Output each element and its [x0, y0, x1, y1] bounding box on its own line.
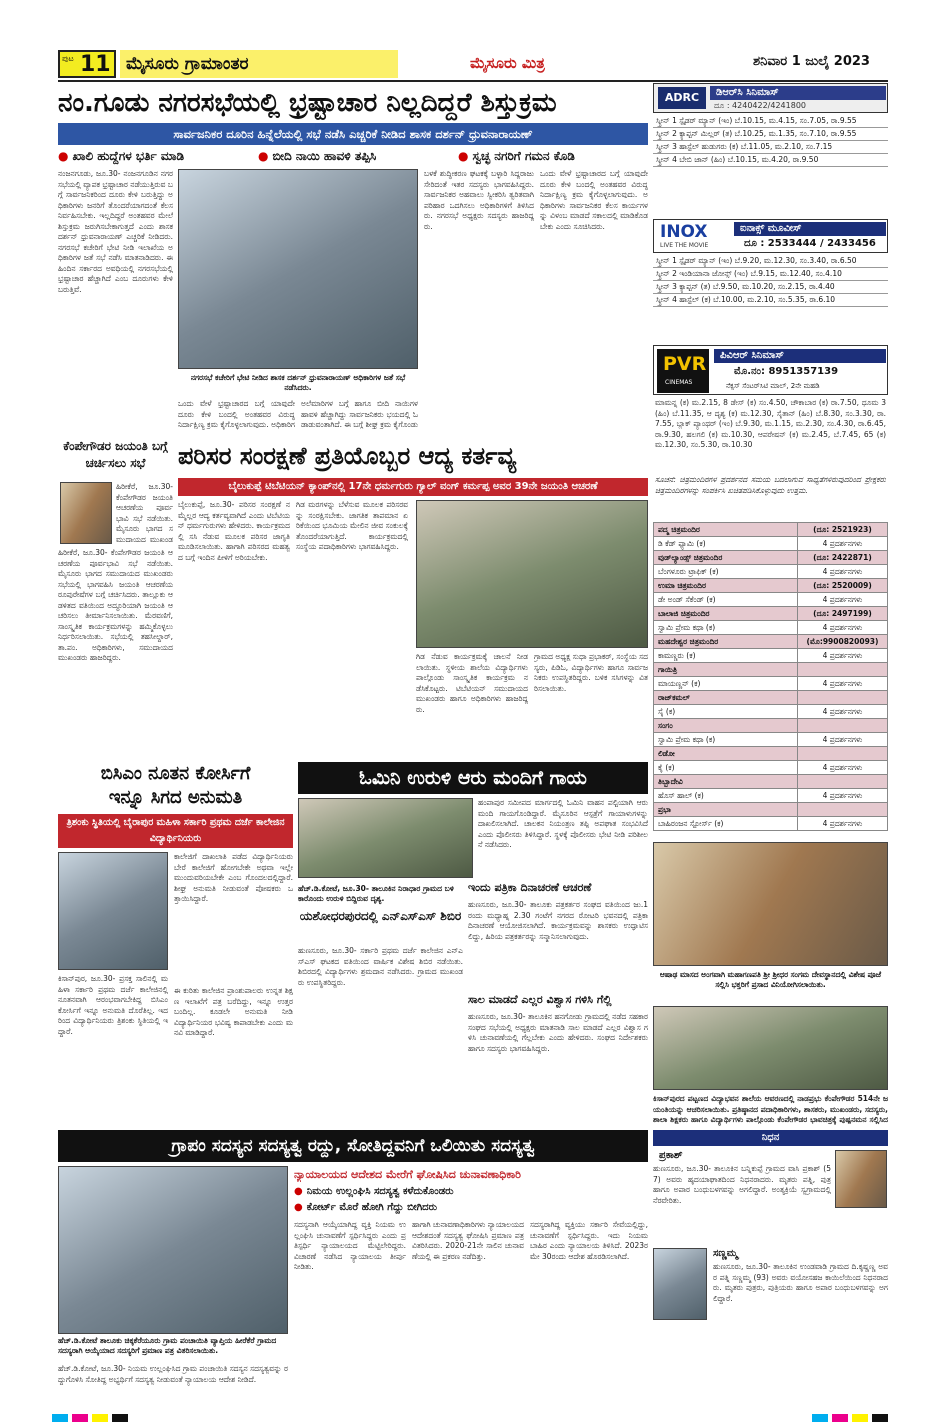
pvr-name: ಪಿವಿಆರ್ ಸಿನಿಮಾಸ್: [714, 349, 886, 363]
obituary-section: [653, 1130, 888, 1410]
obituary-body-2: ಹುಣಸೂರು, ಜೂ.30- ತಾಲೂಕಿನ ಉಂಡವಾಡಿ ಗ್ರಾಮದ ದಿ.ಕೃಷ್ಣಣ್ಣ ಅವರ ಪತ್ನಿ ಸಣ್ಣಮ್ಮ (93) ಅವರು ವಯೋಸಹಜ ಕಾಯಿಲೆಯಿಂದ ನಿಧನರಾದರು. ಮೃತರು ಪುತ್ರರು, ಪುತ್ರಿಯರು ಹಾಗೂ ಅಪಾರ ಬಂಧುಬಳಗವನ್ನು ಅಗಲಿದ್ದಾರೆ.: [713, 1262, 888, 1303]
theatre-name: ಮಹದೇಶ್ವರ ಚಿತ್ರಮಂದಿರ: [658, 637, 719, 646]
obituary-portrait-1: [835, 1150, 887, 1208]
pvr-logo-box: [657, 349, 709, 393]
kempegowda-body-cont: ಹಿರೀಕೆರೆ, ಜೂ.30- ಕೆಂಪೇಗೌಡರ ಜಯಂತಿ ಆಚರಣೆಯ ಪೂರ್ವಭಾವಿ ಸಭೆ ನಡೆಯಿತು. ಮೈಸೂರು ಭಾಗದ ಸಮುದಾಯದ ಮುಖಂಡರು ಸಭೆಯಲ್ಲಿ ಭಾಗವಹಿಸಿ ಜಯಂತಿ ಆಚರಣೆಯ ರೂಪುರೇಷೆಗಳ ಬಗ್ಗೆ ಚರ್ಚಿಸಿದರು. ತಾಲ್ಲೂಕು ಆಡಳಿತದ ವತಿಯಿಂದ ಅದ್ಧೂರಿಯಾಗಿ ಜಯಂತಿ ಆಚರಿಸಲು ತೀರ್ಮಾನಿಸಲಾಯಿತು. ಮೆರವಣಿಗೆ, ಸಾಂಸ್ಕೃತಿಕ ಕಾರ್ಯಕ್ರಮಗಳನ್ನು ಹಮ್ಮಿಕೊಳ್ಳಲು ನಿರ್ಧರಿಸಲಾಯಿತು. ಸಭೆಯಲ್ಲಿ ತಹಸೀಲ್ದಾರ್, ತಾ.ಪಂ. ಅಧಿಕಾರಿಗಳು, ಸಮುದಾಯದ ಮುಖಂಡರು ಹಾಜರಿದ್ದರು.: [58, 548, 173, 662]
theatre-info: [797, 719, 887, 732]
registration-mark: [92, 1414, 108, 1422]
drc-name: ಡಿಆರ್‌ಸಿ ಸಿನಿಮಾಸ್: [710, 86, 886, 100]
gram-body-2: ಸದಸ್ಯನಾಗಿ ಆಯ್ಕೆಯಾಗಿದ್ದ ವ್ಯಕ್ತಿ ನಿಯಮ ಉಲ್ಲಂಘಿಸಿ ಚುನಾವಣೆಗೆ ಸ್ಪರ್ಧಿಸಿದ್ದರು ಎಂದು ಪ್ರತಿಸ್ಪರ್ಧಿ ನ್ಯಾಯಾಲಯದ ಮೆಟ್ಟಿಲೇರಿದ್ದರು. ವಿಚಾರಣೆ ನಡೆಸಿದ ನ್ಯಾಯಾಲಯ ತೀರ್ಪು ನೀಡಿತು.: [294, 1220, 406, 1271]
theatre-info: (ದೂ: 2520009): [797, 579, 887, 592]
yashodhara-story: [298, 908, 463, 1126]
theatre-name: ಪ್ರಭಾ: [658, 805, 671, 814]
gram-body-4: ಸದಸ್ಯರಾಗಿದ್ದ ವ್ಯಕ್ತಿಯು ಸರ್ಕಾರಿ ಸೇವೆಯಲ್ಲಿದ್ದು, ಚುನಾವಣೆಗೆ ಸ್ಪರ್ಧಿಸಿದ್ದರು. ಇದು ನಿಯಮ ಬಾಹಿರ ಎಂದು ನ್ಯಾಯಾಲಯ ತಿಳಿಸಿದೆ. 2023ರ ಮೇ 30ರಂದು ಆದೇಶ ಹೊರಡಿಸಲಾಗಿದೆ.: [530, 1220, 648, 1261]
registration-mark: [812, 1414, 828, 1422]
lead-headline: ನಂ.ಗೂಡು ನಗರಸಭೆಯಲ್ಲಿ ಭ್ರಷ್ಟಾಚಾರ ನಿಲ್ಲದಿದ್ದರೆ ಶಿಸ್ತುಕ್ರಮ: [58, 88, 557, 118]
theatre-row: [654, 775, 887, 789]
theatre-row: [654, 523, 887, 537]
theatre-name: ತಿಬ್ಬಾದೇವಿ: [658, 777, 683, 786]
lead-body-col4: ಬಳಕೆ ಶುದ್ಧೀಕರಣ ಘಟಕಕ್ಕೆ ಬಳ್ಳಾರಿ ಸಿದ್ದರಾಜು ಸೇರಿದಂತೆ ಇತರ ಸದಸ್ಯರು ಭಾಗವಹಿಸಿದ್ದರು. ಸಾರ್ವಜನಿಕರ ಅಹವಾಲು ಸ್ವೀಕರಿಸಿ ತ್ವರಿತವಾಗಿ ಪರಿಹಾರ ಒದಗಿಸಲು ಅಧಿಕಾರಿಗಳಿಗೆ ತಿಳಿಸಿದರು. ನಗರಸಭೆ ಅಧ್ಯಕ್ಷರು ಸದಸ್ಯರು ಹಾಜರಿದ್ದರು.: [424, 169, 534, 231]
environment-subhead: ಬೈಲುಕುಪ್ಪೆ ಟಿಬೆಟಿಯನ್ ಕ್ಯಾಂಪ್‌ನಲ್ಲಿ 17ನೇ ಧರ್ಮಗುರು ಗ್ಯಾಲ್ ವಂಗ್ ಕರ್ಮಪ್ಪ ಅವರ 39ನೇ ಜಯಂತಿ ಆಚರಣೆ: [178, 478, 648, 496]
inox-name: ಐನಾಕ್ಸ್ ಮೂವೀಸ್: [734, 222, 886, 236]
bcm-body-1: ಕಿಸಾನ್‌ಪುರ, ಜೂ.30- ಪ್ರಸಕ್ತ ಸಾಲಿನಲ್ಲಿ ಮಹಿಳಾ ಸರ್ಕಾರಿ ಪ್ರಥಮ ದರ್ಜೆ ಕಾಲೇಜಿನಲ್ಲಿ ನೂತನವಾಗಿ ಆರಂಭವಾಗಬೇಕಿದ್ದ ಬಿಸಿಎಂ ಕೋರ್ಸಿಗೆ ಇನ್ನೂ ಅನುಮತಿ ದೊರೆತಿಲ್ಲ. ಇದರಿಂದ ವಿದ್ಯಾರ್ಥಿನಿಯರು ತ್ರಿಶಂಕು ಸ್ಥಿತಿಯಲ್ಲಿ ಇದ್ದಾರೆ.: [58, 974, 168, 1036]
gram-story: [58, 1130, 648, 1410]
pvr-sub: CINEMAS: [665, 379, 693, 386]
theatre-name: ಡಿ ಕೆಡ್ ಫ್ಯಾಮಿ (ಕ): [658, 539, 706, 548]
theatre-row: [654, 789, 887, 803]
lead-bullet-1-text: ● ಖಾಲಿ ಹುದ್ದೆಗಳ ಭರ್ತಿ ಮಾಡಿ: [58, 149, 184, 163]
yashodhara-body: ಹುಣಸೂರು, ಜೂ.30- ಸರ್ಕಾರಿ ಪ್ರಥಮ ದರ್ಜೆ ಕಾಲೇಜಿನ ಎನ್‌ಎಸ್‌ಎಸ್ ಘಟಕದ ವತಿಯಿಂದ ವಾರ್ಷಿಕ ವಿಶೇಷ ಶಿಬಿರ ನಡೆಯಿತು. ಶಿಬಿರದಲ್ಲಿ ವಿದ್ಯಾರ್ಥಿಗಳು ಶ್ರಮದಾನ ನಡೆಸಿದರು. ಗ್ರಾಮದ ಮುಖಂಡರು ಉಪಸ್ಥಿತರಿದ್ದರು.: [298, 946, 463, 987]
bcm-college-photo: [58, 852, 168, 970]
bcm-headline-2: ಇನ್ನೂ ಸಿಗದ ಅನುಮತಿ: [108, 787, 243, 808]
patrika-story: [468, 880, 648, 990]
theatre-row: [654, 607, 887, 621]
drc-header: [653, 83, 888, 113]
drc-phone: ದೂ : 4240422/4241800: [714, 101, 807, 110]
lead-bullet-3: [458, 149, 648, 164]
cinema-listings: [653, 83, 888, 513]
cinema-notice: ಸೂಚನೆ: ಚಿತ್ರಮಂದಿರಗಳ ಪ್ರದರ್ಶನದ ಸಮಯ ಬದಲಾಗುವ ಸಾಧ್ಯತೆಗಳಿರುವುದರಿಂದ ಪ್ರೇಕ್ಷಕರು ಚಿತ್ರಮಂದಿರಗಳನ್ನು ಸಂಪರ್ಕಿಸಿ ಖಚಿತಪಡಿಸಿಕೊಳ್ಳುವುದು ಉತ್ತಮ.: [655, 475, 886, 495]
theatre-name: ಸ್ವಾಮಿ ಪ್ರೇಮ ಕಥಾ (ಕ): [658, 735, 716, 744]
pvr-address: ನೆಕ್ಸಸ್ ಸೆಂಟರ್‌ಸಿಟಿ ಮಾಲ್, 2ನೇ ಮಹಡಿ: [726, 382, 820, 390]
kempegowda-jayanti-caption: ಕಿಸಾನ್‌ಪುರದ ಪಟ್ಟಣದ ವಿದ್ಯಾಭವನ ಶಾಲೆಯ ಆವರಣದಲ್ಲಿ ನಾಡಪ್ರಭು ಕೆಂಪೇಗೌಡರ 514ನೇ ಜಯಂತಿಯನ್ನು ಆಚರಿಸಲಾಯಿತು. ಪ್ರತಿಷ್ಠಾನದ ಪದಾಧಿಕಾರಿಗಳು, ಶಾಸಕರು, ಮುಖಂಡರು, ಸದಸ್ಯರು, ಶಾಲಾ ಶಿಕ್ಷಕರು ಹಾಗೂ ವಿದ್ಯಾರ್ಥಿಗಳು ಪಾಲ್ಗೊಂಡು ಕೆಂಪೇಗೌಡರ ಭಾವಚಿತ್ರಕ್ಕೆ ಪುಷ್ಪನಮನ ಸಲ್ಲಿಸಿದ: [653, 1094, 888, 1124]
theatre-info: [797, 747, 887, 760]
pvr-showtimes: ಮಾಮನ್ನ (ಕ) ಮ.2.15, 8 ಡೇಸ್ (ಕ) ಸಂ.4.50, ಚೌಕಾಬಾರ (ಕ) ರಾ.7.50, ಧೂಮ 3 (ಹಿಂ) ಬೆ.11.35, ಆ ದೃಶ್ಯ (ಕ) ಮ.12.30, ಸೈತಾನ್ (ಹಿಂ) ಬೆ.8.30, ಸಂ.3.30, ರಾ.7.55, ಬ್ಲಾಕ್ ಪ್ಯಾಂಥರ್ (ಇಂ) ಬೆ.9.30, ಮ.1.15, ಮ.2.30, ಸಂ.4.30, ರಾ.6.45, ರಾ.9.30, ಹಲಗಲಿ (ಕ) ಮ.10.30, ಆಪರೇಷನ್ (ಕ) ಮ.2.45, ಬೆ.7.45, 65 (ಕ) ಮ.12.30, ಸಂ.5.30, ರಾ.10.30: [655, 398, 886, 449]
theatre-name: ಮಾಯಣ್ಣನ್ (ಕ): [658, 679, 701, 688]
gram-caption: ಹೆಚ್.ಡಿ.ಕೋಟೆ ತಾಲೂಕು ಚಿಕ್ಕಕೆರೆಯೂರು ಗ್ರಾಮ ಪಂಚಾಯಿತಿ ವ್ಯಾಪ್ತಿಯ ಹೀರೆಕೆರೆ ಗ್ರಾಮದ ಸದಸ್ಯರಾಗಿ ಆಯ್ಕೆಯಾದ ಸದಸ್ಯರಿಗೆ ಪ್ರಮಾಣ ಪತ್ರ ವಿತರಿಸಲಾಯಿತು.: [58, 1336, 277, 1355]
theatre-row: [654, 565, 887, 579]
kempegowda-jayanti-photo: [653, 1006, 888, 1090]
theatre-info: 4 ಪ್ರದರ್ಶನಗಳು: [797, 649, 887, 662]
environment-body-4: ಗ್ರಾಮದ ಅಧ್ಯಕ್ಷ ಸುಧಾ ಪ್ರಭಾಕರ್, ಸಂಸ್ಥೆಯ ಸದಸ್ಯರು, ಪಿಡಿಓ, ವಿದ್ಯಾರ್ಥಿಗಳು ಹಾಗೂ ಸಾರ್ವಜನಿಕರು ಉಪಸ್ಥಿತರಿದ್ದರು. ಬಳಿಕ ಸಸಿಗಳನ್ನು ವಿತರಿಸಲಾಯಿತು.: [534, 652, 648, 693]
bcm-body-2: ಕಾಲೇಜಿಗೆ ದಾಖಲಾತಿ ಪಡೆದ ವಿದ್ಯಾರ್ಥಿನಿಯರು ಬೇರೆ ಕಾಲೇಜಿಗೆ ಹೋಗಬೇಕೇ ಅಥವಾ ಇಲ್ಲೇ ಮುಂದುವರಿಯಬೇಕೇ ಎಂಬ ಗೊಂದಲದಲ್ಲಿದ್ದಾರೆ. ಶೀಘ್ರ ಅನುಮತಿ ನೀಡುವಂತೆ ಪೋಷಕರು ಒತ್ತಾಯಿಸಿದ್ದಾರೆ.: [174, 852, 293, 903]
temple-caption: ಆಷಾಢ ಮಾಸದ ಅಂಗವಾಗಿ ಮಹಾಗಣಪತಿ ಶ್ರೀ ಶ್ರೀಧರ ಸಂಗಮ ದೇವಸ್ಥಾನದಲ್ಲಿ ವಿಶೇಷ ಪೂಜೆ ಸಲ್ಲಿಸಿ ಭಕ್ತರಿಗೆ ಪ್ರಸಾದ ವಿನಿಯೋಗಿಸಲಾಯಿತು.: [659, 970, 882, 989]
theatre-row: [654, 747, 887, 761]
drc-row-4: ಸ್ಕ್ರೀನ್ 4 ಬೇಬಿ ಜಾನ್ (ಹಿಂ) ಬೆ.10.15, ಮ.4.20, ರಾ.9.50: [653, 154, 888, 167]
theatre-info: (ದೂ: 2497199): [797, 607, 887, 620]
header-rule: [58, 80, 888, 82]
theatre-row: [654, 705, 887, 719]
inox-tagline: LIVE THE MOVIE: [660, 242, 709, 249]
lead-photo-caption: ನಗರಸಭೆ ಕಚೇರಿಗೆ ಭೇಟಿ ನೀಡಿದ ಶಾಸಕ ದರ್ಶನ್ ಧ್ರುವನಾರಾಯಣ್ ಅಧಿಕಾರಿಗಳ ಜತೆ ಸಭೆ ನಡೆಸಿದರು.: [190, 373, 406, 392]
environment-story: [178, 438, 648, 758]
date-line: ಶನಿವಾರ 1 ಜುಲೈ 2023: [753, 54, 870, 69]
theatre-name: ಸಂಗಂ: [658, 721, 673, 730]
theatre-row: [654, 593, 887, 607]
registration-mark: [832, 1414, 848, 1422]
theatre-name: ಬಾಲಾಜಿ ಚಿತ್ರಮಂದಿರ: [658, 609, 710, 618]
omni-story: [298, 762, 648, 882]
theatre-row: [654, 537, 887, 551]
pvr-phone: ಮೊ.ನಂ: 8951357139: [734, 366, 839, 377]
theatre-info: [797, 663, 887, 676]
obituary-portrait-2: [653, 1248, 707, 1320]
theatre-info: (ದೂ: 2422871): [797, 551, 887, 564]
drc-row-2: ಸ್ಕ್ರೀನ್ 2 ಕ್ಯಾಪ್ಟನ್ ಮಿಲ್ಲರ್ (ತ) ಬೆ.10.25, ಮ.1.35, ಸಂ.7.10, ರಾ.9.55: [653, 128, 888, 141]
environment-headline: ಪರಿಸರ ಸಂರಕ್ಷಣೆ ಪ್ರತಿಯೊಬ್ಬರ ಆದ್ಯ ಕರ್ತವ್ಯ: [178, 442, 517, 470]
lead-story: [58, 83, 648, 433]
theatre-row: [654, 621, 887, 635]
gram-body-1: ಹೆಚ್.ಡಿ.ಕೋಟೆ, ಜೂ.30- ನಿಯಮ ಉಲ್ಲಂಘಿಸಿದ ಗ್ರಾಮ ಪಂಚಾಯಿತಿ ಸದಸ್ಯನ ಸದಸ್ಯತ್ವವನ್ನು ರದ್ದುಗೊಳಿಸಿ ಸೋತಿದ್ದ ಅಭ್ಯರ್ಥಿಗೆ ಸದಸ್ಯತ್ವ ನೀಡುವಂತೆ ನ್ಯಾಯಾಲಯ ಆದೇಶ ನೀಡಿದೆ.: [58, 1364, 288, 1384]
theatre-info: 4 ಪ್ರದರ್ಶನಗಳು: [797, 593, 887, 606]
theatre-row: [654, 733, 887, 747]
kempegowda-story: [58, 438, 173, 758]
omni-accident-photo: [298, 798, 473, 878]
lead-body-col3: ಅಲೆಮಾರಿಗಳ ಬಗ್ಗೆ ಹಾಗೂ ಬೀದಿ ನಾಯಿಗಳ ಹಾವಳಿ ಹೆಚ್ಚಾಗಿದ್ದು ಸಾರ್ವಜನಿಕರು ಭಯದಲ್ಲಿ ಓಡಾಡುವಂತಾಗಿದೆ. ಈ ಬಗ್ಗೆ ಶೀಘ್ರ ಕ್ರಮ ಕೈಗೊಂಡು: [301, 399, 418, 429]
theatre-info: [797, 775, 887, 788]
theatre-info: (ಮೊ:9900820093): [797, 635, 887, 648]
theatre-name: ಹೊಸ್ ಹಾಲ್ (ಕ): [658, 791, 704, 800]
registration-mark: [852, 1414, 868, 1422]
lead-bullet-1: [58, 149, 258, 164]
theatre-info: [797, 691, 887, 704]
kempegowda-body: ಹಿರೀಕೆರೆ, ಜೂ.30- ಕೆಂಪೇಗೌಡರ ಜಯಂತಿ ಆಚರಣೆಯ ಪೂರ್ವಭಾವಿ ಸಭೆ ನಡೆಯಿತು. ಮೈಸೂರು ಭಾಗದ ಸಮುದಾಯದ ಮುಖಂಡ: [116, 482, 173, 544]
environment-body-1: ಬೈಲುಕುಪ್ಪೆ, ಜೂ.30- ಪರಿಸರ ಸಂರಕ್ಷಣೆ ನಮ್ಮೆಲ್ಲರ ಆದ್ಯ ಕರ್ತವ್ಯವಾಗಿದೆ ಎಂದು ಟಿಬೆಟಿಯನ್ ಧರ್ಮಗುರುಗಳು ಹೇಳಿದರು. ಕಾರ್ಯಕ್ರಮದಲ್ಲಿ ಸಸಿ ನೆಡುವ ಮೂಲಕ ಪರಿಸರ ಜಾಗೃತಿ ಮೂಡಿಸಲಾಯಿತು. ಹಾಗಾಗಿ ಪರಿಸರದ ಮಹತ್ವದ ಬಗ್ಗೆ ಇಂದಿನ ಪೀಳಿಗೆ ಅರಿಯಬೇಕು.: [178, 500, 290, 562]
lead-bullet-2: [258, 149, 458, 164]
inox-logo: INOX: [660, 222, 708, 242]
bcm-body-3: ಈ ಕುರಿತು ಕಾಲೇಜಿನ ಪ್ರಾಂಶುಪಾಲರು ಉನ್ನತ ಶಿಕ್ಷಣ ಇಲಾಖೆಗೆ ಪತ್ರ ಬರೆದಿದ್ದು, ಇನ್ನೂ ಉತ್ತರ ಬಂದಿಲ್ಲ. ಕೂಡಲೇ ಅನುಮತಿ ನೀಡಿ ವಿದ್ಯಾರ್ಥಿನಿಯರ ಭವಿಷ್ಯ ಕಾಪಾಡಬೇಕು ಎಂದು ಮನವಿ ಮಾಡಿದ್ದಾರೆ.: [174, 986, 293, 1037]
page-number: 11: [80, 52, 111, 77]
inox-row-2: ಸ್ಕ್ರೀನ್ 2 ಇಂಡಿಯಾನಾ ಜೋನ್ಸ್ (ಇಂ) ಬೆ.9.15, ಮ.12.40, ಸಂ.4.10: [653, 268, 888, 281]
gram-bullet-2: [294, 1202, 648, 1213]
registration-mark: [72, 1414, 88, 1422]
registration-mark: [52, 1414, 68, 1422]
theatre-name: ಗಾಯಿತ್ರಿ: [658, 665, 678, 674]
obituary-name-1: ಪ್ರಕಾಶ್: [659, 1150, 683, 1161]
section-title: ಮೈಸೂರು ಗ್ರಾಮಾಂತರ: [120, 50, 398, 78]
theatre-name: ರಾಜ್‌ಕಮಲ್: [658, 693, 690, 702]
environment-body-3: ಗಿಡ ನೆಡುವ ಕಾರ್ಯಕ್ರಮಕ್ಕೆ ಚಾಲನೆ ನೀಡಲಾಯಿತು. ಸ್ಥಳೀಯ ಶಾಲೆಯ ವಿದ್ಯಾರ್ಥಿಗಳು ಪಾಲ್ಗೊಂಡು ಸಾಂಸ್ಕೃತಿಕ ಕಾರ್ಯಕ್ರಮ ನಡೆಸಿಕೊಟ್ಟರು. ಟಿಬೆಟಿಯನ್ ಸಮುದಾಯದ ಮುಖಂಡರು ಹಾಗೂ ಅಧಿಕಾರಿಗಳು ಹಾಜರಿದ್ದರು.: [416, 652, 528, 714]
theatre-info: 4 ಪ್ರದರ್ಶನಗಳು: [797, 817, 887, 830]
theatre-info: 4 ಪ್ರದರ್ಶನಗಳು: [797, 705, 887, 718]
lead-subhead: ಸಾರ್ವಜನಿಕರ ದೂರಿನ ಹಿನ್ನೆಲೆಯಲ್ಲಿ ಸಭೆ ನಡೆಸಿ ಎಚ್ಚರಿಕೆ ನೀಡಿದ ಶಾಸಕ ದರ್ಶನ್ ಧ್ರುವನಾರಾಯಣ್: [58, 123, 648, 145]
obituary-body-1: ಹುಣಸೂರು, ಜೂ.30- ತಾಲೂಕಿನ ಬನ್ನಿಕುಪ್ಪೆ ಗ್ರಾಮದ ವಾಸಿ ಪ್ರಕಾಶ್ (57) ಅವರು ಹೃದಯಾಘಾತದಿಂದ ನಿಧನರಾದರು. ಮೃತರು ಪತ್ನಿ, ಪುತ್ರ ಹಾಗೂ ಅಪಾರ ಬಂಧುಬಳಗವನ್ನು ಅಗಲಿದ್ದಾರೆ. ಅಂತ್ಯಕ್ರಿಯೆ ಸ್ವಗ್ರಾಮದಲ್ಲಿ ನೆರವೇರಿತು.: [653, 1164, 831, 1205]
theatre-name: ಬಾಹಿರಂಜನ ಸ್ಟೋರ್ಸ್ (ಕ): [658, 819, 724, 828]
gram-subhead: ನ್ಯಾಯಾಲಯದ ಆದೇಶದ ಮೇರೆಗೆ ಘೋಷಿಸಿದ ಚುನಾವಣಾಧಿಕಾರಿ: [294, 1168, 521, 1181]
bcm-subhead: ತ್ರಿಶಂಕು ಸ್ಥಿತಿಯಲ್ಲಿ ಬೈರಾಪುರ ಮಹಿಳಾ ಸರ್ಕಾರಿ ಪ್ರಥಮ ದರ್ಜೆ ಕಾಲೇಜಿನ ವಿದ್ಯಾರ್ಥಿನಿಯರು: [58, 814, 293, 848]
theatre-info: 4 ಪ್ರದರ್ಶನಗಳು: [797, 537, 887, 550]
inox-showtimes: [653, 255, 888, 307]
yashodhara-headline: ಯಶೋಧರಪುರದಲ್ಲಿ ಎನ್‌ಎಸ್‌ಎಸ್ ಶಿಬಿರ: [299, 909, 462, 923]
theatre-info: (ದೂ: 2521923): [797, 523, 887, 536]
theatre-info: 4 ಪ್ರದರ್ಶನಗಳು: [797, 789, 887, 802]
inox-row-3: ಸ್ಕ್ರೀನ್ 3 ಕ್ಯಾಪ್ಟನ್ (ತ) ಬೆ.9.50, ಮ.10.20, ಸಂ.2.15, ರಾ.4.40: [653, 281, 888, 294]
drc-logo: ADRC: [658, 87, 706, 109]
page-number-box: [58, 50, 116, 78]
theatre-row: [654, 817, 887, 831]
theatre-name: ಕಾಮಣ್ಣರು (ಕ): [658, 651, 696, 660]
obituary-name-2: ಸಣ್ಣಮ್ಮ: [713, 1248, 738, 1259]
temple-photo: [653, 842, 888, 966]
theatre-row: [654, 579, 887, 593]
theatre-row: [654, 719, 887, 733]
masthead: ಮೈಸೂರು ಮಿತ್ರ: [470, 54, 545, 72]
loan-body: ಹುಣಸೂರು, ಜೂ.30- ತಾಲೂಕಿನ ಹನಗೋಡು ಗ್ರಾಮದಲ್ಲಿ ನಡೆದ ಸಹಕಾರ ಸಂಘದ ಸಭೆಯಲ್ಲಿ ಅಧ್ಯಕ್ಷರು ಮಾತನಾಡಿ ಸಾಲ ಮಾಡದೆ ಎಲ್ಲರ ವಿಶ್ವಾಸ ಗಳಿಸಿ ಚುನಾವಣೆಯಲ್ಲಿ ಗೆಲ್ಲಬೇಕು ಎಂದು ಹೇಳಿದರು. ಸಂಘದ ನಿರ್ದೇಶಕರು ಹಾಗೂ ಸದಸ್ಯರು ಭಾಗವಹಿಸಿದ್ದರು.: [468, 1012, 648, 1053]
theatre-row: [654, 663, 887, 677]
theatre-info: 4 ಪ್ರದರ್ಶನಗಳು: [797, 621, 887, 634]
kempegowda-headline: ಕೆಂಪೇಗೌಡರ ಜಯಂತಿ ಬಗ್ಗೆ ಚರ್ಚಿಸಲು ಸಭೆ: [63, 439, 168, 470]
right-photos: [653, 842, 888, 1126]
lead-bullet-3-text: ● ಸ್ವಚ್ಛ ನಗರಿಗೆ ಗಮನ ಕೊಡಿ: [458, 149, 575, 163]
lead-photo-meeting: [178, 169, 418, 369]
bcm-headline-1: ಬಿಸಿಎಂ ನೂತನ ಕೋರ್ಸಿಗೆ: [100, 763, 251, 784]
theatre-name: ಉಮಾ ಚಿತ್ರಮಂದಿರ: [658, 581, 706, 590]
drc-row-1: ಸ್ಕ್ರೀನ್ 1 ಸ್ಪೈಡರ್ ಮ್ಯಾನ್ (ಇಂ) ಬೆ.10.15, ಮ.4.15, ಸಂ.7.05, ರಾ.9.55: [653, 115, 888, 128]
theatre-grid: [653, 522, 888, 831]
loan-headline: ಸಾಲ ಮಾಡದೆ ಎಲ್ಲರ ವಿಶ್ವಾಸ ಗಳಿಸಿ ಗೆಲ್ಲಿ: [468, 993, 612, 1006]
gram-headline: ಗ್ರಾಪಂ ಸದಸ್ಯನ ಸದಸ್ಯತ್ವ ರದ್ದು, ಸೋತಿದ್ದವನಿಗೆ ಒಲಿಯಿತು ಸದಸ್ಯತ್ವ: [58, 1130, 648, 1162]
gram-bullet-1-text: ● ನಿಮಯ ಉಲ್ಲಂಘಿಸಿ ಸದಸ್ಯತ್ವ ಕಳೆದುಕೊಂಡರು: [294, 1186, 454, 1197]
page-header: [58, 48, 888, 82]
theatre-name: ಕೈ (ಕ): [658, 763, 675, 772]
bcm-story: [58, 762, 293, 1126]
theatre-name: ಲಿಡೋ: [658, 749, 675, 758]
theatre-name: ಡೇ ಅಂಡ್ ಸೆಕೆಂಡ್ (ಕ): [658, 595, 716, 604]
drc-showtimes: [653, 115, 888, 167]
inox-row-4: ಸ್ಕ್ರೀನ್ 4 ಹಾಸ್ಟೆಲ್ (ಕ) ಬೆ.10.00, ಮ.2.10, ಸಂ.5.35, ರಾ.6.10: [653, 294, 888, 307]
theatre-row: [654, 649, 887, 663]
theatre-row: [654, 761, 887, 775]
gram-bullet-1: [294, 1186, 648, 1197]
theatre-row: [654, 635, 887, 649]
loan-story: [468, 992, 648, 1126]
gram-certificate-photo: [58, 1166, 288, 1334]
pvr-header: [653, 345, 888, 395]
page-label: ಪುಟ: [62, 54, 74, 63]
environment-body-2: ಗಿಡ ಮರಗಳನ್ನು ಬೆಳೆಸುವ ಮೂಲಕ ಪರಿಸರವನ್ನು ಸಂರಕ್ಷಿಸಬೇಕು. ಜಾಗತಿಕ ತಾಪಮಾನ ಏರಿಕೆಯಿಂದ ಭೂಮಿಯ ಮೇಲಿನ ಜೀವ ಸಂಕುಲಕ್ಕೆ ತೊಂದರೆಯಾಗುತ್ತಿದೆ. ಕಾರ್ಯಕ್ರಮದಲ್ಲಿ ಸಂಸ್ಥೆಯ ಪದಾಧಿಕಾರಿಗಳು ಭಾಗವಹಿಸಿದ್ದರು.: [296, 500, 408, 551]
theatre-name: ವುಡ್‌ಲ್ಯಾಂಡ್ಸ್ ಚಿತ್ರಮಂದಿರ: [658, 553, 723, 562]
obituary-title: ನಿಧನ: [653, 1130, 888, 1146]
lead-body-col2: ಒಂದು ವೇಳೆ ಭ್ರಷ್ಟಾಚಾರದ ಬಗ್ಗೆ ಯಾವುದೇ ದೂರು ಕೇಳಿ ಬಂದಲ್ಲಿ ಅಂತಹವರ ವಿರುದ್ಧ ನಿರ್ದಾಕ್ಷಿಣ್ಯ ಕ್ರಮ ಕೈಗೊಳ್ಳಲಾಗುವುದು. ಅಧಿಕಾರಿಗ: [178, 399, 295, 429]
kempegowda-portrait: [60, 482, 112, 544]
theatre-row: [654, 551, 887, 565]
theatre-row: [654, 691, 887, 705]
theatre-info: 4 ಪ್ರದರ್ಶನಗಳು: [797, 761, 887, 774]
theatre-row: [654, 803, 887, 817]
theatre-row: [654, 677, 887, 691]
inox-row-1: ಸ್ಕ್ರೀನ್ 1 ಸ್ಪೈಡರ್ ಮ್ಯಾನ್ (ಇಂ) ಬೆ.9.20, ಮ.12.30, ಸಂ.3.40, ರಾ.6.50: [653, 255, 888, 268]
theatre-name: ಪದ್ಮ ಚಿತ್ರಮಂದಿರ: [658, 525, 700, 534]
patrika-body: ಹುಣಸೂರು, ಜೂ.30- ತಾಲೂಕು ಪತ್ರಕರ್ತರ ಸಂಘದ ವತಿಯಿಂದ ಜು.1 ರಂದು ಮಧ್ಯಾಹ್ನ 2.30 ಗಂಟೆಗೆ ನಗರದ ರೋಟರಿ ಭವನದಲ್ಲಿ ಪತ್ರಿಕಾ ದಿನಾಚರಣೆ ಆಯೋಜಿಸಲಾಗಿದೆ. ಕಾರ್ಯಕ್ರಮವನ್ನು ಶಾಸಕರು ಉದ್ಘಾಟಿಸಲಿದ್ದು, ಹಿರಿಯ ಪತ್ರಕರ್ತರನ್ನು ಸನ್ಮಾನಿಸಲಾಗುವುದು.: [468, 900, 648, 941]
omni-body: ಹಂಪಾಪುರ ಸಮೀಪದ ಮಾರ್ಗದಲ್ಲಿ ಓಮಿನಿ ವಾಹನ ಪಲ್ಟಿಯಾಗಿ ಆರು ಮಂದಿ ಗಾಯಗೊಂಡಿದ್ದಾರೆ. ಮೈಸೂರಿನ ಆಸ್ಪತ್ರೆಗೆ ಗಾಯಾಳುಗಳನ್ನು ದಾಖಲಿಸಲಾಗಿದೆ. ಚಾಲಕನ ನಿಯಂತ್ರಣ ತಪ್ಪಿ ಅಪಘಾತ ಸಂಭವಿಸಿದೆ ಎಂದು ಪೊಲೀಸರು ತಿಳಿಸಿದ್ದಾರೆ. ಸ್ಥಳಕ್ಕೆ ಪೊಲೀಸರು ಭೇಟಿ ನೀಡಿ ಪರಿಶೀಲನೆ ನಡೆಸಿದರು.: [478, 798, 648, 849]
theatre-name: ಸೈ (ಕ): [658, 707, 676, 716]
drc-row-3: ಸ್ಕ್ರೀನ್ 3 ಹಾಸ್ಟೆಲ್ ಹುಡುಗರು (ಕ) ಬೆ.11.05, ಮ.2.10, ಸಂ.7.15: [653, 141, 888, 154]
registration-marks: [52, 1414, 892, 1422]
registration-mark: [112, 1414, 128, 1422]
gram-body-3: ಹಾಗಾಗಿ ಚುನಾವಣಾಧಿಕಾರಿಗಳು ನ್ಯಾಯಾಲಯದ ಆದೇಶದಂತೆ ಸದಸ್ಯತ್ವ ಘೋಷಿಸಿ ಪ್ರಮಾಣ ಪತ್ರ ವಿತರಿಸಿದರು. 2020-21ನೇ ಸಾಲಿನ ಚುನಾವಣೆಯಲ್ಲಿ ಈ ಪ್ರಕರಣ ನಡೆದಿತ್ತು.: [412, 1220, 524, 1261]
theatre-info: 4 ಪ್ರದರ್ಶನಗಳು: [797, 733, 887, 746]
omni-headline: ಓಮಿನಿ ಉರುಳಿ ಆರು ಮಂದಿಗೆ ಗಾಯ: [298, 762, 648, 794]
theatre-info: 4 ಪ್ರದರ್ಶನಗಳು: [797, 677, 887, 690]
pvr-logo: PVR: [663, 353, 707, 375]
theatre-info: 4 ಪ್ರದರ್ಶನಗಳು: [797, 565, 887, 578]
gram-bullet-2-text: ● ಕೋರ್ಟ್ ಮೊರೆ ಹೋಗಿ ಗೆದ್ದು ಬೀಗಿದರು: [294, 1202, 437, 1213]
lead-body-col1: ನಂಜನಗೂಡು, ಜೂ.30- ನಂಜನಗೂಡಿನ ನಗರಸಭೆಯಲ್ಲಿ ವ್ಯಾಪಕ ಭ್ರಷ್ಟಾಚಾರ ನಡೆಯುತ್ತಿರುವ ಬಗ್ಗೆ ಸಾರ್ವಜನಿಕರಿಂದ ದೂರು ಕೇಳಿ ಬರುತ್ತಿದ್ದು ಅಧಿಕಾರಿಗಳು ಜನರಿಗೆ ತೊಂದರೆಯಾಗದಂತೆ ಕೆಲಸ ನಿರ್ವಹಿಸಬೇಕು. ಇಲ್ಲದಿದ್ದರೆ ಅಂತಹವರ ಮೇಲೆ ಶಿಸ್ತುಕ್ರಮ ಜರುಗಿಸಬೇಕಾಗುತ್ತದೆ ಎಂದು ಶಾಸಕ ದರ್ಶನ್ ಧ್ರುವನಾರಾಯಣ್ ಎಚ್ಚರಿಕೆ ನೀಡಿದರು. ನಗರಸಭೆ ಕಚೇರಿಗೆ ಭೇಟಿ ನೀಡಿ ಇಲಾಖೆಯ ಅಧಿಕಾರಿಗಳ ಜತೆ ಸಭೆ ನಡೆಸಿ ಮಾತನಾಡಿದರು. ಈ ಹಿಂದಿನ ಸರ್ಕಾರದ ಅವಧಿಯಲ್ಲಿ ನಗರಸಭೆಯಲ್ಲಿ ಭ್ರಷ್ಟಾಚಾರ ಹೆಚ್ಚಾಗಿದೆ ಎಂಬ ದೂರುಗಳು ಕೇಳಿ ಬರುತ್ತಿವೆ.: [58, 169, 173, 294]
lead-bullet-2-text: ● ಬೀದಿ ನಾಯಿ ಹಾವಳಿ ತಪ್ಪಿಸಿ: [258, 149, 376, 163]
lead-body-col5: ಒಂದು ವೇಳೆ ಭ್ರಷ್ಟಾಚಾರದ ಬಗ್ಗೆ ಯಾವುದೇ ದೂರು ಕೇಳಿ ಬಂದಲ್ಲಿ ಅಂತಹವರ ವಿರುದ್ಧ ನಿರ್ದಾಕ್ಷಿಣ್ಯ ಕ್ರಮ ಕೈಗೊಳ್ಳಲಾಗುವುದು. ಅಧಿಕಾರಿಗಳು ಸಾರ್ವಜನಿಕರ ಕೆಲಸ ಕಾರ್ಯಗಳನ್ನು ವಿಳಂಬ ಮಾಡದೆ ಸಕಾಲದಲ್ಲಿ ಮಾಡಿಕೊಡಬೇಕು ಎಂದು ಸೂಚಿಸಿದರು.: [540, 169, 648, 231]
inox-phone: ದೂ : 2533444 / 2433456: [744, 238, 876, 249]
inox-header: [653, 219, 888, 253]
theatre-info: [797, 803, 887, 816]
theatre-name: ಸ್ವಾಮಿ ಪ್ರೇಮ ಕಥಾ (ಕ): [658, 623, 716, 632]
registration-mark: [872, 1414, 888, 1422]
patrika-headline: ಇಂದು ಪತ್ರಿಕಾ ದಿನಾಚರಣೆ ಆಚರಣೆ: [468, 881, 592, 894]
omni-caption: ಹೆಚ್.ಡಿ.ಕೋಟೆ, ಜೂ.30- ತಾಲೂಕಿನ ನಿರಾಧಾರ ಗ್ರಾಮದ ಬಳಿ ಕಾರೊಂದು ಉರುಳಿ ಬಿದ್ದಿರುವ ದೃಶ್ಯ.: [298, 884, 454, 903]
theatre-name: ಬೆಂಗಳೂರು ಟ್ರಾಫಿಕ್ (ಕ): [658, 567, 719, 576]
environment-photo: [416, 500, 648, 648]
